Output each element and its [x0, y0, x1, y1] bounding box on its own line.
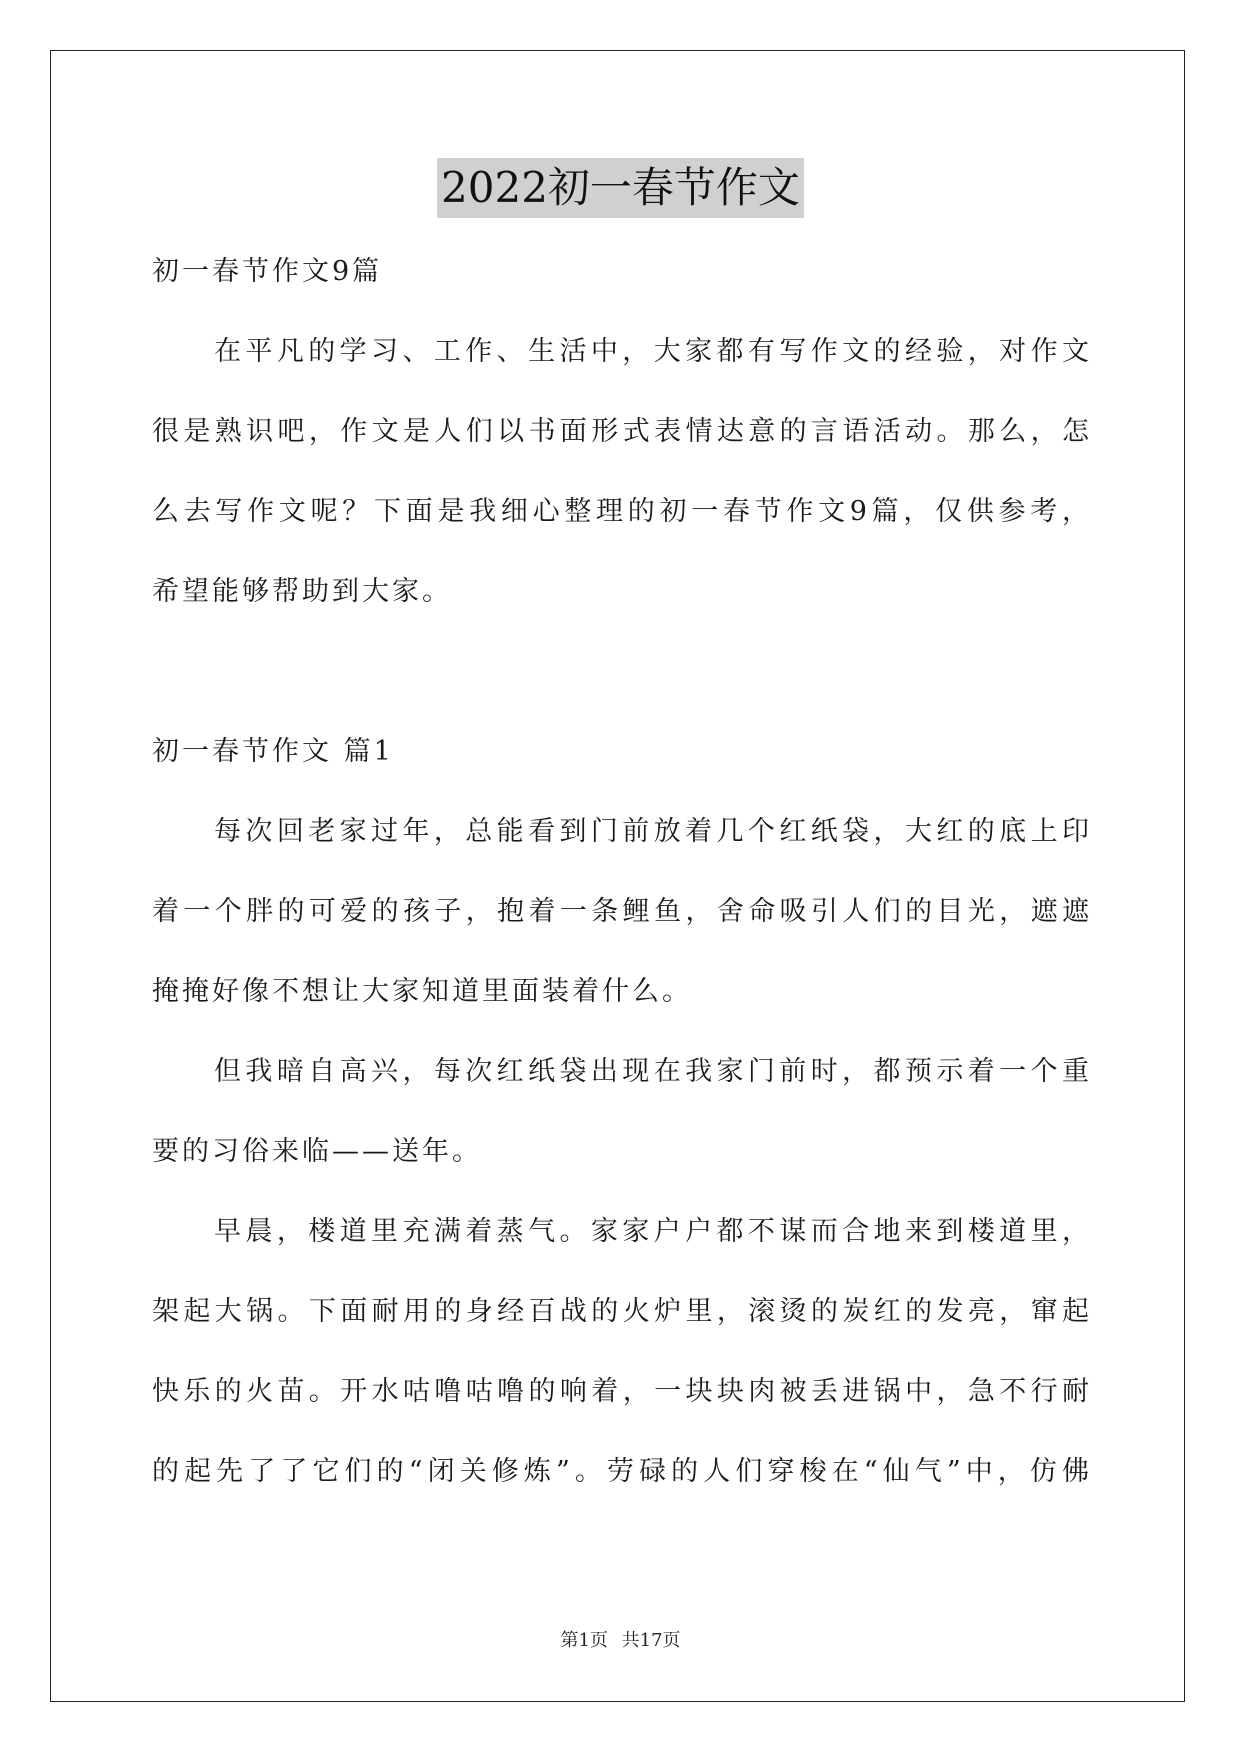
- page-number: 第1页: [560, 1630, 608, 1651]
- spacer: [152, 632, 1092, 712]
- text-line: 在平凡的学习、工作、生活中，大家都有写作文的经验，对作文: [214, 336, 1092, 367]
- text-line: 快乐的火苗。开水咕噜咕噜的响着，一块块肉被丢进锅中，急不行耐: [152, 1376, 1092, 1407]
- text-line: 但我暗自高兴，每次红纸袋出现在我家门前时，都预示着一个重: [214, 1056, 1092, 1087]
- text-line: 每次回老家过年，总能看到门前放着几个红纸袋，大红的底上印: [214, 816, 1092, 847]
- text-line: 架起大锅。下面耐用的身经百战的火炉里，滚烫的炭红的发亮，窜起: [152, 1296, 1092, 1327]
- text-line: 要的习俗来临——送年。: [152, 1136, 482, 1167]
- body-paragraph: [152, 792, 1092, 1032]
- text-line: 的起先了了它们的“闭关修炼”。劳碌的人们穿梭在“仙气”中，仿佛: [152, 1456, 1092, 1487]
- document-title: 2022初一春节作文: [437, 158, 804, 218]
- section-heading: 初一春节作文 篇1: [152, 736, 394, 767]
- text-line: 很是熟识吧，作文是人们以书面形式表情达意的言语活动。那么，怎: [152, 416, 1092, 447]
- page-footer: [0, 1626, 1241, 1652]
- intro-paragraph: [152, 312, 1092, 632]
- text-line: 么去写作文呢？下面是我细心整理的初一春节作文9篇，仅供参考，: [152, 496, 1092, 527]
- document-body: [152, 232, 1092, 1512]
- text-line: 早晨，楼道里充满着蒸气。家家户户都不谋而合地来到楼道里，: [214, 1216, 1092, 1247]
- title-wrap: [0, 158, 1241, 218]
- document-subtitle: 初一春节作文9篇: [152, 256, 383, 287]
- body-paragraph: [152, 1032, 1092, 1192]
- text-line: 着一个胖的可爱的孩子，抱着一条鲤鱼，舍命吸引人们的目光，遮遮: [152, 896, 1092, 927]
- text-line: 希望能够帮助到大家。: [152, 576, 452, 607]
- page-total: 共17页: [621, 1630, 681, 1651]
- text-line: 掩掩好像不想让大家知道里面装着什么。: [152, 976, 692, 1007]
- body-paragraph: [152, 1192, 1092, 1512]
